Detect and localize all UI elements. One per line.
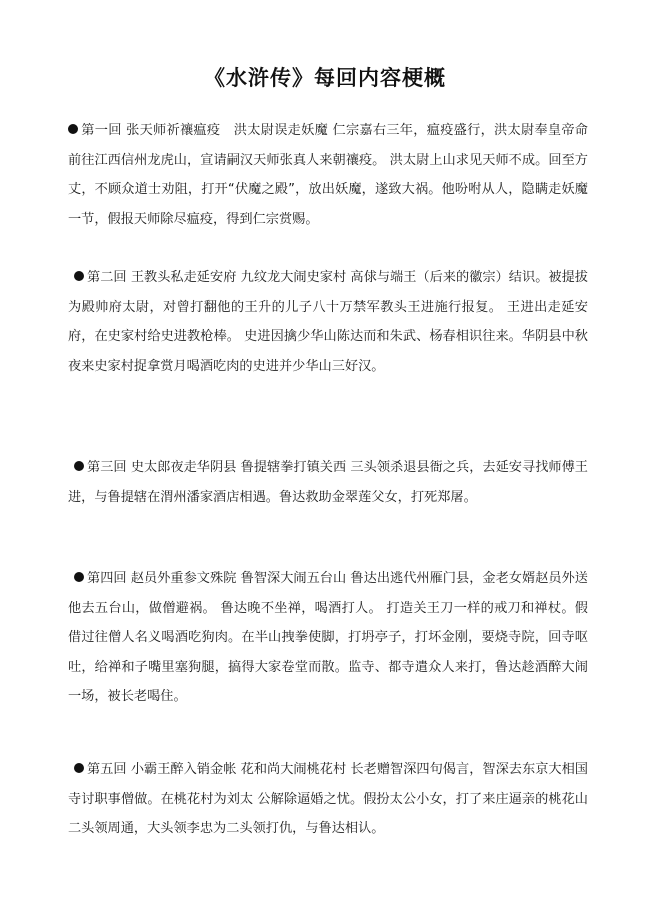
bullet-icon [68,124,78,134]
chapter-1-text: 第一回 张天师祈禳瘟疫 洪太尉误走妖魔 仁宗嘉右三年，瘟疫盛行，洪太尉奉皇帝命前往江西信州龙虎山，宣请嗣汉天师张真人来朝禳疫。 洪太尉上山求见天师不成。回至方丈，不顾众道士劝阻，打开“伏魔之殿”，放出妖魔，遂致大祸。他吩咐从人，隐瞒走妖魔一节，假报天师除尽瘟疫，得到仁宗赏赐。 [68,123,588,227]
bullet-icon [74,572,84,582]
chapter-2-text: 第二回 王教头私走延安府 九纹龙大闹史家村 高俅与端王（后来的徽宗）结识。被提拔为殿帅府太尉，对曾打翻他的王升的儿子八十万禁军教头王进施行报复。 王进出走延安府，在史家村给史进教枪棒。 史进因擒少华山陈达而和朱武、杨春相识往来。华阴县中秋夜来史家村捉拿赏月喝酒吃肉的史进并少华山三好汉。 [68,270,588,374]
chapter-1-paragraph [68,116,588,234]
chapter-3-paragraph [68,453,588,512]
chapter-5-text: 第五回 小霸王醉入销金帐 花和尚大闹桃花村 长老赠智深四句偈言，智深去东京大相国寺讨职事僧做。在桃花村为刘太 公解除逼婚之忧。假扮太公小女，打了来庄逼亲的桃花山二头领周通，大头领李忠为二头领打仇，与鲁达相认。 [68,762,588,836]
bullet-icon [74,461,84,471]
chapter-5-paragraph [68,755,588,844]
chapter-2-paragraph [68,263,588,381]
chapter-4-text: 第四回 赵员外重参文殊院 鲁智深大闹五台山 鲁达出逃代州雁门县，金老女婿赵员外送他去五台山，做僧避祸。 鲁达晚不坐禅，喝酒打人。 打造关王刀一样的戒刀和禅杖。假借过往僧人名义喝酒吃狗肉。在半山拽拳使脚，打坍亭子，打坏金刚，要烧寺院，回寺呕吐，给禅和子嘴里塞狗腿，搞得大家卷堂而散。监寺、都寺遣众人来打，鲁达趁酒醉大闹一场，被长老喝住。 [68,571,588,704]
document-title: 《水浒传》每回内容梗概 [204,65,446,90]
bullet-icon [74,763,84,773]
bullet-icon [74,271,84,281]
chapter-3-text: 第三回 史太郎夜走华阴县 鲁提辖拳打镇关西 三头领杀退县衙之兵，去延安寻找师傅王进，与鲁提辖在渭州潘家酒店相遇。鲁达救助金翠莲父女，打死郑屠。 [68,460,588,505]
chapter-4-paragraph [68,564,588,712]
